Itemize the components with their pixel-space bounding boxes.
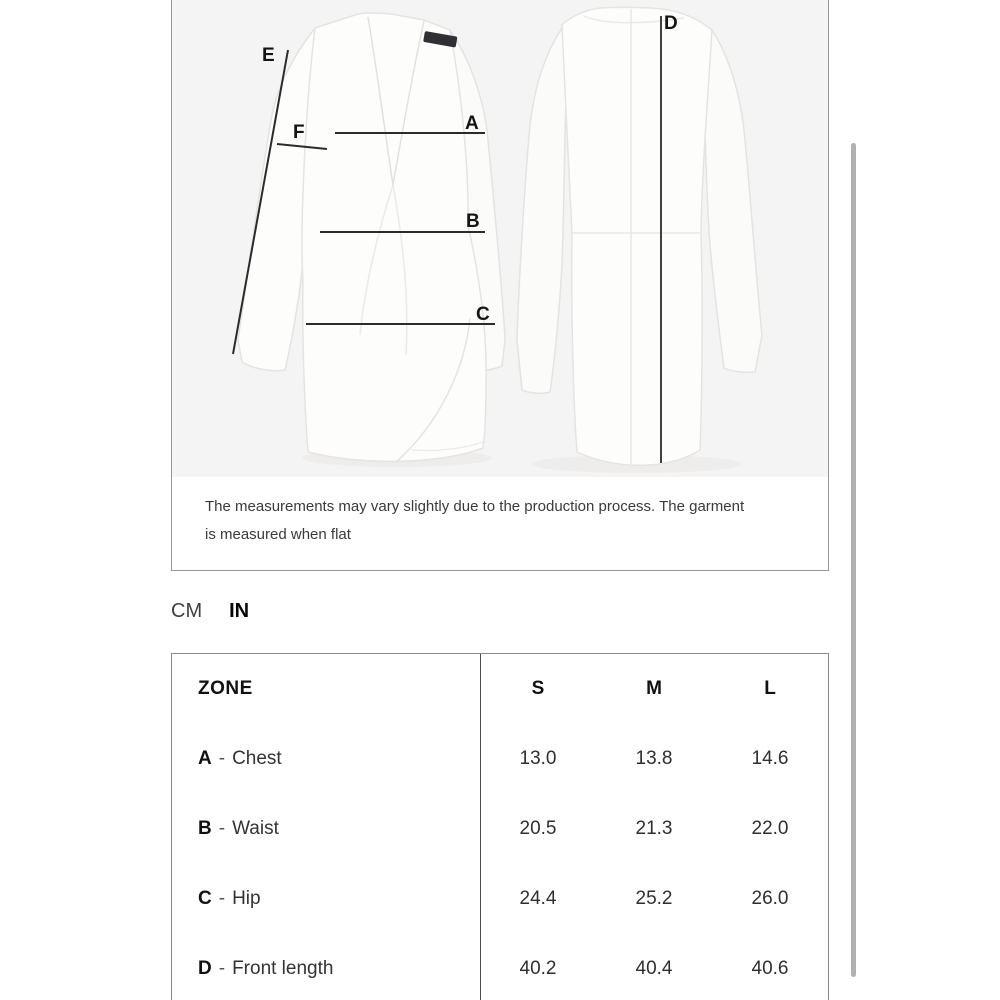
size-column-header-s: S xyxy=(531,678,545,699)
unit-toggle xyxy=(171,600,249,623)
zone-name: Hip xyxy=(232,888,261,909)
value-waist-s: 20.5 xyxy=(519,818,557,839)
measure-label-c: C xyxy=(476,304,490,325)
table-row-front-length xyxy=(172,934,828,1000)
garment-photo-area xyxy=(172,0,828,477)
measure-label-a: A xyxy=(465,113,479,134)
value-waist-m: 21.3 xyxy=(635,818,673,839)
value-hip-s: 24.4 xyxy=(519,888,557,909)
table-row-waist xyxy=(172,794,828,864)
zone-header: ZONE xyxy=(198,678,253,699)
unit-in-button[interactable]: IN xyxy=(229,600,250,622)
measurement-disclaimer xyxy=(172,477,828,548)
scrollbar[interactable] xyxy=(851,143,856,977)
zone-name: Chest xyxy=(232,748,282,769)
table-header-row xyxy=(172,654,828,724)
table-row-chest xyxy=(172,724,828,794)
garment-diagram xyxy=(172,0,828,477)
zone-letter: A xyxy=(198,748,212,769)
size-guide-figure-box xyxy=(171,0,829,571)
size-table xyxy=(171,653,829,1000)
value-front-length-l: 40.6 xyxy=(751,958,789,979)
measure-label-d: D xyxy=(664,13,678,34)
zone-separator: - xyxy=(218,888,226,909)
measure-label-e: E xyxy=(262,45,275,66)
zone-letter: B xyxy=(198,818,212,839)
size-column-header-m: M xyxy=(646,678,662,699)
value-front-length-s: 40.2 xyxy=(519,958,557,979)
zone-separator: - xyxy=(218,748,226,769)
table-row-hip xyxy=(172,864,828,934)
value-chest-l: 14.6 xyxy=(751,748,789,769)
zone-name: Waist xyxy=(232,818,279,839)
measure-label-f: F xyxy=(293,122,305,143)
value-hip-m: 25.2 xyxy=(635,888,673,909)
value-front-length-m: 40.4 xyxy=(635,958,673,979)
value-chest-s: 13.0 xyxy=(519,748,557,769)
value-hip-l: 26.0 xyxy=(751,888,789,909)
zone-separator: - xyxy=(218,818,226,839)
disclaimer-line-1: The measurements may vary slightly due to the production process. The garment xyxy=(205,498,745,515)
zone-letter: C xyxy=(198,888,212,909)
zone-name: Front length xyxy=(232,958,334,979)
unit-cm-button[interactable]: CM xyxy=(171,600,203,622)
value-chest-m: 13.8 xyxy=(635,748,673,769)
value-waist-l: 22.0 xyxy=(751,818,789,839)
size-column-header-l: L xyxy=(764,678,776,699)
zone-letter: D xyxy=(198,958,212,979)
measure-label-b: B xyxy=(466,211,480,232)
table-column-divider xyxy=(480,654,481,1000)
disclaimer-line-2: is measured when flat xyxy=(205,525,351,543)
zone-separator: - xyxy=(218,958,226,979)
